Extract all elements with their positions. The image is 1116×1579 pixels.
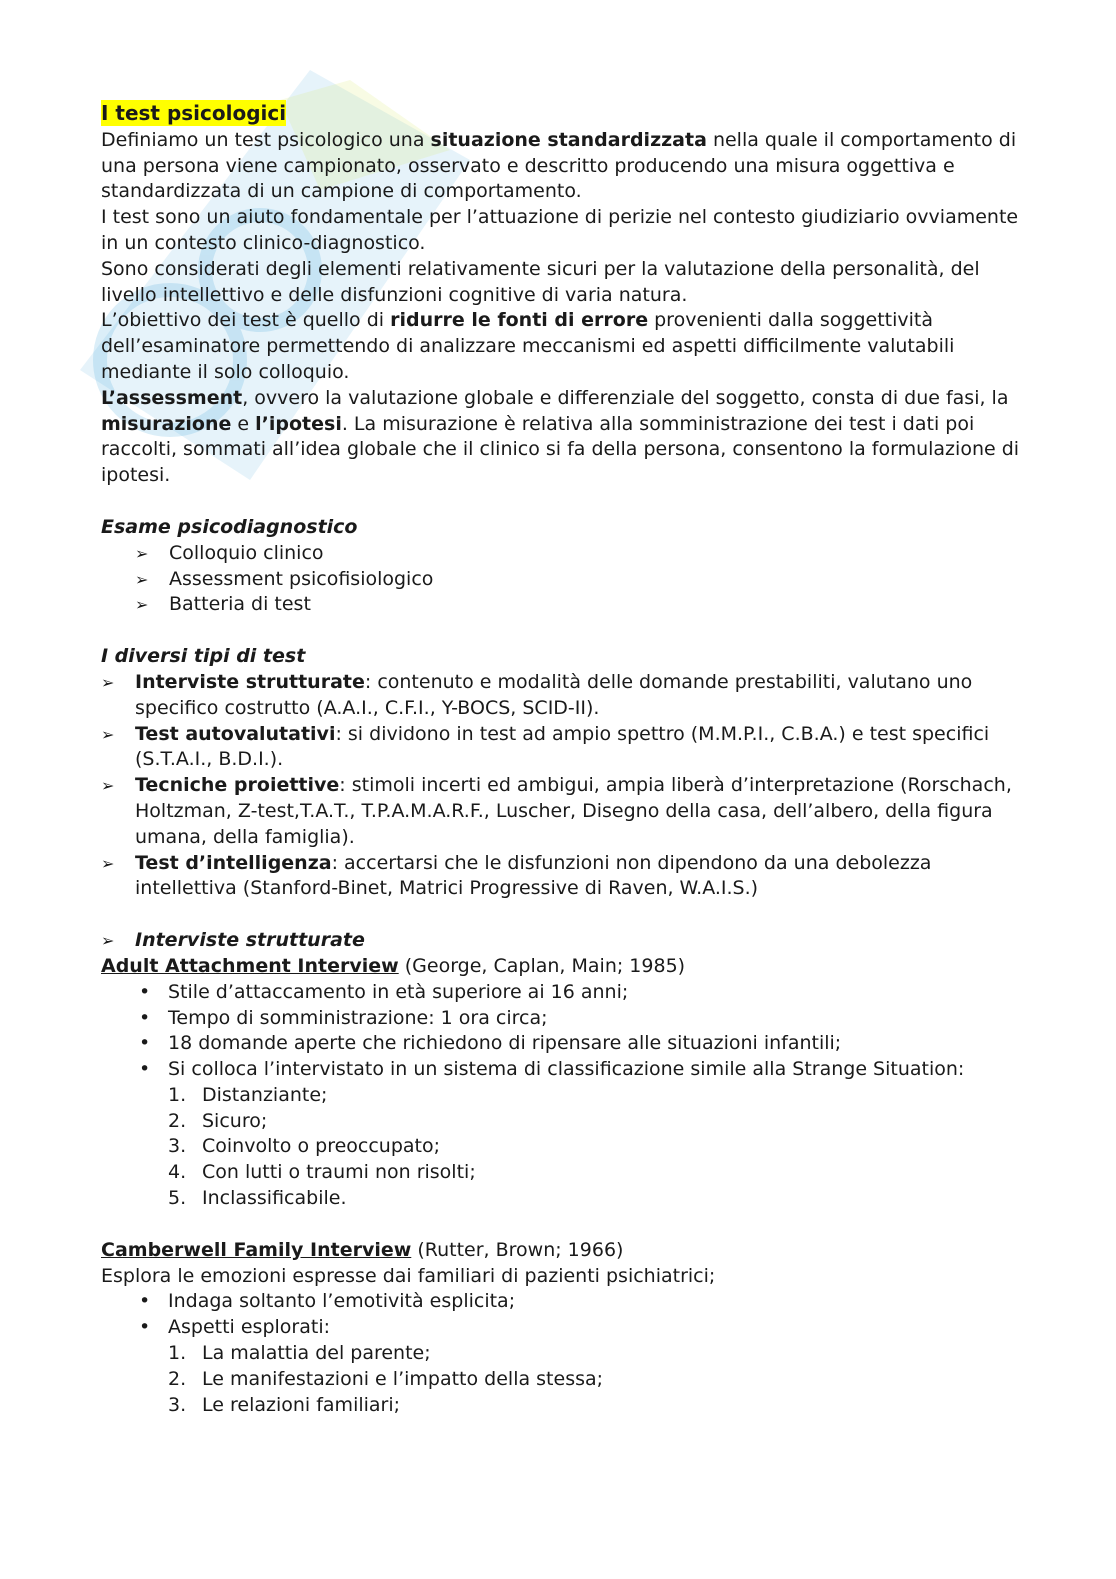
list-item: ➢ Test d’intelligenza: accertarsi che le disfunzioni non dipendono da una debolezza intellettiva (Stanford-Binet, Matrici Progressive di Raven, W.A.I.S.) — [101, 851, 932, 900]
arrow-bullet-icon: ➢ — [101, 724, 115, 744]
tipi-heading: I diversi tipi di test — [101, 645, 306, 668]
list-item: ➢ Test autovalutativi: si dividono in test ad ampio spettro (M.M.P.I., C.B.A.) e test specifici (S.T.A.I., B.D.I.). — [101, 722, 990, 771]
intro-paragraph-4: L’obiettivo dei test è quello di ridurre le fonti di errore provenienti dalla soggettività dell’esaminatore permettendo di analizzare meccanismi ed aspetti difficilmente valutabili mediante il solo colloquio. — [101, 309, 955, 383]
cfi-description: Esplora le emozioni espresse dai familiari di pazienti psichiatrici; — [101, 1264, 716, 1287]
list-item: • 18 domande aperte che richiedono di ripensare alle situazioni infantili; — [101, 1031, 1021, 1057]
list-item: 3. Le relazioni familiari; — [168, 1393, 401, 1416]
intro-paragraph-1: Definiamo un test psicologico una situazione standardizzata nella quale il comportamento di una persona viene campionato, osservato e descritto producendo una misura oggettiva e standardizzata di un campione di comportamento. — [101, 128, 1017, 203]
list-item: ➢ Interviste strutturate: contenuto e modalità delle domande prestabiliti, valutano uno specifico costrutto (A.A.I., C.F.I., Y-BOCS, SCID-II). — [101, 670, 973, 719]
arrow-bullet-icon: ➢ — [101, 776, 115, 796]
page-title: I test psicologici — [101, 101, 287, 125]
list-item: • Aspetti esplorati: — [101, 1315, 1021, 1341]
list-item: ➢ Colloquio clinico — [101, 541, 1021, 567]
bullet-icon: • — [139, 1032, 151, 1055]
arrow-bullet-icon: ➢ — [135, 543, 149, 563]
list-item: 5. Inclassificabile. — [168, 1187, 347, 1210]
interviste-heading: ➢ Interviste strutturate — [101, 928, 1021, 954]
bullet-icon: • — [139, 1058, 151, 1081]
aai-title: Adult Attachment Interview (George, Caplan, Main; 1985) — [101, 954, 686, 977]
list-item: 3. Coinvolto o preoccupato; — [168, 1135, 441, 1158]
arrow-bullet-icon: ➢ — [135, 595, 149, 615]
esame-list — [101, 541, 1021, 618]
list-item: 2. Le manifestazioni e l’impatto della stessa; — [168, 1367, 604, 1390]
esame-heading: Esame psicodiagnostico — [101, 515, 358, 538]
list-item: • Si colloca l’intervistato in un sistema di classificazione simile alla Strange Situation: — [101, 1057, 1021, 1083]
tipi-list — [101, 670, 1021, 902]
bullet-icon: • — [139, 980, 151, 1003]
bullet-icon: • — [139, 1316, 151, 1339]
list-item: 1. La malattia del parente; — [168, 1342, 431, 1365]
list-item: • Stile d’attaccamento in età superiore ai 16 anni; — [101, 980, 1021, 1006]
document-page — [101, 100, 1021, 1418]
cfi-aspects — [101, 1341, 1021, 1418]
list-item: • Tempo di somministrazione: 1 ora circa; — [101, 1006, 1021, 1032]
list-item: • Indaga soltanto l’emotività esplicita; — [101, 1289, 1021, 1315]
intro-paragraph-2: I test sono un aiuto fondamentale per l’attuazione di perizie nel contesto giudiziario ovviamente in un contesto clinico-diagnostico. — [101, 206, 1019, 254]
arrow-bullet-icon: ➢ — [101, 853, 115, 873]
arrow-bullet-icon: ➢ — [101, 931, 115, 951]
aai-classifications — [101, 1083, 1021, 1212]
cfi-bullets — [101, 1289, 1021, 1341]
list-item: 4. Con lutti o traumi non risolti; — [168, 1161, 476, 1184]
assessment-paragraph: L’assessment, ovvero la valutazione globale e differenziale del soggetto, consta di due fasi, la misurazione e l’ipotesi. La misurazione è relativa alla somministrazione dei test i dati poi raccolti, sommati all’idea globale che il clinico si fa della persona, consentono la formulazione di ipotesi. — [101, 386, 1020, 487]
list-item: 1. Distanziante; — [168, 1083, 328, 1106]
cfi-title: Camberwell Family Interview (Rutter, Brown; 1966) — [101, 1238, 624, 1261]
list-item: ➢ Tecniche proiettive: stimoli incerti ed ambigui, ampia liberà d’interpretazione (Rorschach, Holtzman, Z-test,T.A.T., T.P.A.M.A.R.F., Luscher, Disegno della casa, dell’albero, della figura umana, della famiglia). — [101, 774, 1012, 848]
list-item: ➢ Assessment psicofisiologico — [101, 567, 1021, 593]
list-item: 2. Sicuro; — [168, 1109, 268, 1132]
bullet-icon: • — [139, 1006, 151, 1029]
intro-paragraph-3: Sono considerati degli elementi relativamente sicuri per la valutazione della personalità, del livello intellettivo e delle disfunzioni cognitive di varia natura. — [101, 257, 980, 306]
arrow-bullet-icon: ➢ — [101, 672, 115, 692]
aai-bullets — [101, 980, 1021, 1083]
arrow-bullet-icon: ➢ — [135, 569, 149, 589]
bullet-icon: • — [139, 1290, 151, 1313]
list-item: ➢ Batteria di test — [101, 592, 1021, 618]
